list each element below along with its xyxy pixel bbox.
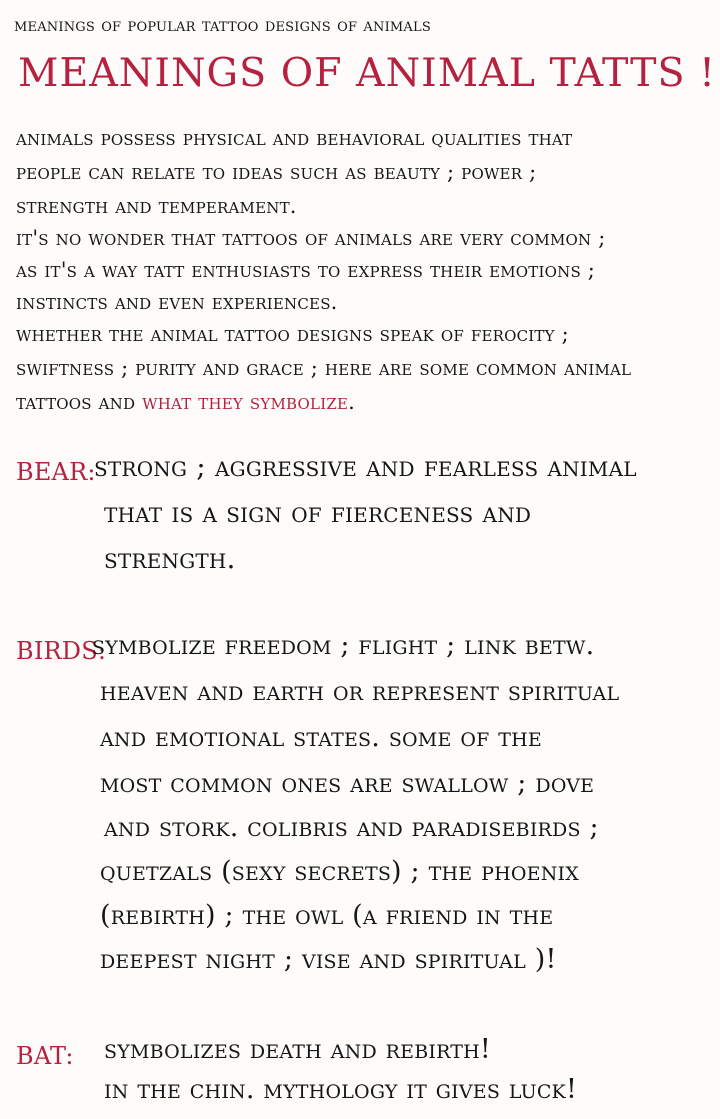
entry-label-bat: BAT: [16, 1042, 74, 1070]
intro-highlight: what they symbolize [142, 390, 349, 414]
entry-line: and emotional states. some of the [100, 722, 542, 753]
entry-line: quetzals (sexy secrets) ; the phoenix [100, 856, 579, 887]
intro-line: swiftness ; purity and grace ; here are some common animal [16, 356, 632, 380]
entry-line: strength. [104, 542, 236, 575]
entry-line: strong ; aggressive and fearless animal [94, 450, 637, 483]
entry-line: in the chin. mythology it gives luck! [104, 1074, 577, 1105]
entry-line: symbolizes death and rebirth! [104, 1034, 491, 1065]
intro-line: as it's a way tatt enthusiasts to express their emotions ; [16, 258, 596, 282]
entry-line: that is a sign of fierceness and [104, 496, 532, 529]
intro-last-line [16, 390, 355, 414]
intro-line: people can relate to ideas such as beauty ; power ; [16, 160, 537, 184]
intro-line: it's no wonder that tattoos of animals are very common ; [16, 226, 606, 250]
intro-line: animals possess physical and behavioral qualities that [16, 126, 573, 150]
intro-line: instincts and even experiences. [16, 290, 338, 314]
intro-line: tattoos and [16, 390, 143, 414]
entry-line: and stork. colibris and paradisebirds ; [104, 812, 599, 843]
entry-line: symbolize freedom ; flight ; link betw. [92, 630, 595, 661]
intro-end-mark: . [348, 390, 355, 414]
intro-line: whether the animal tattoo designs speak of ferocity ; [16, 322, 569, 346]
entry-label-bear: BEAR: [16, 458, 96, 486]
entry-line: heaven and earth or represent spiritual [100, 676, 620, 707]
page-subtitle: meanings of popular tattoo designs of animals [14, 14, 431, 36]
entry-line: (rebirth) ; the owl (a friend in the [100, 900, 554, 931]
intro-line: strength and temperament. [16, 194, 297, 218]
entry-line: most common ones are swallow ; dove [100, 768, 595, 799]
entry-line: deepest night ; vise and spiritual )! [100, 944, 557, 975]
entry-label-birds: BIRDS: [16, 637, 107, 665]
page-title: MEANINGS OF ANIMAL TATTS ! [18, 50, 716, 96]
